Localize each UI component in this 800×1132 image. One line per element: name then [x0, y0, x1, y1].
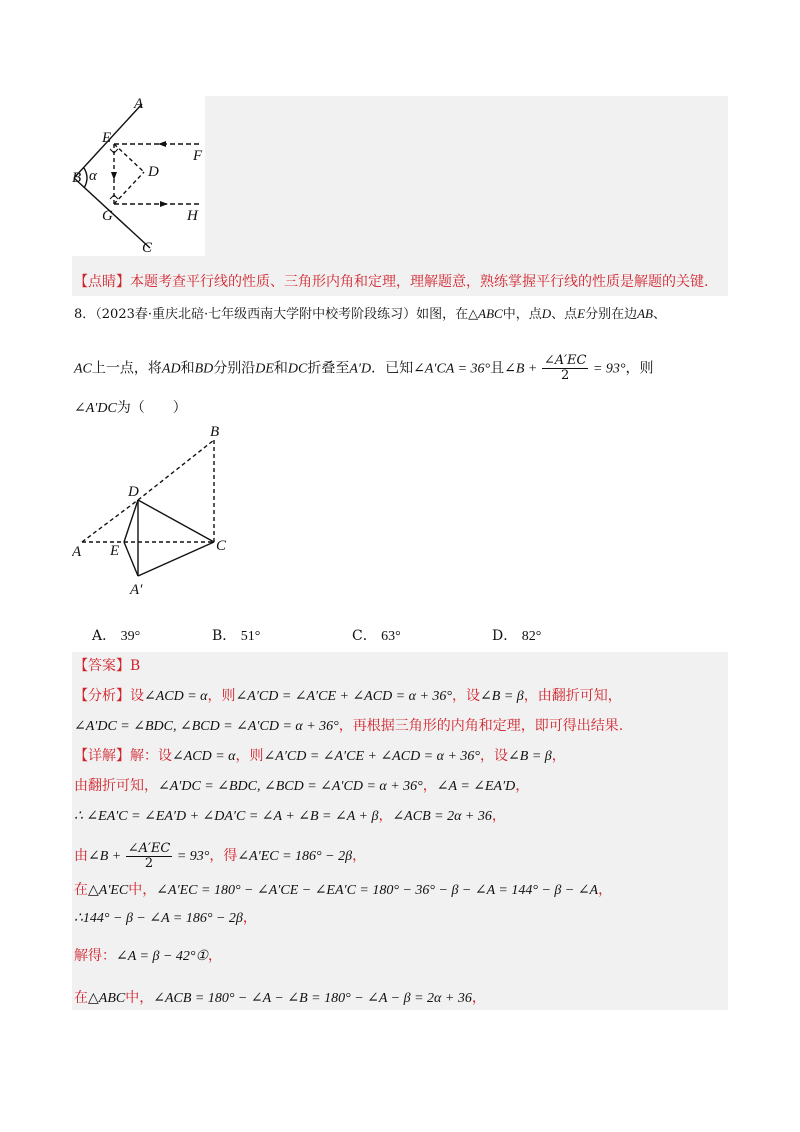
q-seg-AC: AC: [74, 361, 92, 377]
q-cond-2b: = 93°: [592, 361, 626, 377]
dt-text: ，: [491, 808, 506, 824]
q-ask-suffix: 为（ ）: [116, 400, 187, 416]
dt-math: ∴144° − β − ∠A = 186° − 2β: [74, 911, 243, 926]
dt-math: ∠ACB = 180° − ∠A − ∠B = 180° − ∠A − β = 2α + 36: [153, 991, 472, 1006]
dt-math: ∠A = ∠EA′D: [436, 779, 516, 794]
an-math: ∠A′CD = ∠A′CE + ∠ACD = α + 36°: [235, 689, 453, 704]
fig2-label-E: E: [110, 543, 120, 559]
an-text: ，则: [207, 688, 236, 704]
q-seg-DC: DC: [287, 361, 308, 377]
detail-tag: 【详解】: [74, 748, 130, 764]
dt-text: ，: [515, 778, 530, 794]
dt-text: 由翻折可知，: [74, 778, 158, 794]
option-d-letter: D．: [492, 628, 518, 644]
dt-text: 中，: [125, 990, 154, 1006]
detail-line-6: [74, 908, 257, 929]
q-text: 分别在边: [585, 307, 638, 322]
dt-math: ∠B +: [88, 849, 122, 864]
option-a[interactable]: [92, 625, 140, 645]
fig1-label-E: E: [102, 130, 112, 146]
q-text: 上一点，将: [91, 360, 162, 377]
fig1-label-A: A: [134, 96, 144, 112]
fig1-label-B: B: [72, 170, 82, 186]
detail-fraction: [126, 842, 173, 871]
question-line-2: [74, 354, 653, 383]
analysis-tag: 【分析】: [74, 688, 130, 704]
dt-math: ∠A′CD = ∠A′CE + ∠ACD = α + 36°: [263, 749, 481, 764]
q-point-E: E: [577, 306, 586, 321]
dt-math: ∴ ∠EA′C = ∠EA′D + ∠DA′C = ∠A + ∠B = ∠A + β: [74, 809, 379, 824]
fig1-label-D: D: [148, 164, 159, 180]
fig1-label-F: F: [193, 148, 203, 164]
an-math: ∠A′DC = ∠BDC, ∠BCD = ∠A′CD = α + 36°: [74, 719, 339, 734]
detail-line-3: [74, 806, 506, 827]
q-cond-2a: ∠B +: [504, 361, 538, 377]
an-math: ∠B = β: [480, 689, 524, 704]
detail-line-1: [74, 746, 566, 767]
figure2-diagram: [72, 422, 242, 598]
q-ask: ∠A′DC: [74, 401, 117, 416]
dt-text: ，: [378, 808, 393, 824]
dt-text: 在: [74, 882, 88, 898]
q-seg-ApD: A′D: [349, 361, 372, 377]
dt-math: = 93°: [176, 849, 210, 864]
detail-frac-num: ∠A′EC: [127, 840, 171, 856]
answer-tag: 【答案】: [74, 658, 130, 674]
fig1-label-H: H: [187, 208, 198, 224]
detail-line-8: [74, 988, 486, 1009]
dt-text: ，: [208, 948, 223, 964]
question-tri: △ABC: [468, 306, 503, 321]
dt-text: 解：设: [130, 748, 172, 764]
dt-text: 解得：: [74, 948, 116, 964]
dianjing-line: [74, 272, 708, 292]
question-line-1: [74, 304, 666, 325]
dt-math: ∠A′DC = ∠BDC, ∠BCD = ∠A′CD = α + 36°: [158, 779, 423, 794]
dt-text: ，: [598, 882, 613, 898]
dt-text: 在: [74, 990, 88, 1006]
an-math: ∠ACD = α: [144, 689, 208, 704]
dt-text: ，则: [235, 748, 264, 764]
fig2-line-EAp: [124, 542, 138, 576]
option-b[interactable]: [212, 625, 260, 645]
fig2-line-ApC: [138, 542, 214, 576]
detail-line-7: [74, 946, 222, 967]
question-number: 8．: [74, 307, 96, 322]
q-text: 折叠至: [307, 360, 350, 377]
dt-math: △ABC: [88, 991, 126, 1006]
dt-text: ，: [242, 910, 257, 926]
fig2-line-DC: [138, 500, 214, 542]
fig2-label-D: D: [128, 484, 139, 500]
an-text: ，由翻折可知，: [523, 688, 622, 704]
dt-math: ∠A = β − 42°①: [116, 949, 209, 964]
option-d-value: 82°: [521, 629, 542, 644]
detail-line-4: [74, 838, 366, 875]
option-b-letter: B．: [212, 628, 237, 644]
answer-value: B: [130, 658, 141, 674]
dt-text: ，得: [209, 848, 238, 864]
fig2-line-DE: [124, 500, 138, 542]
q-point-D: D: [541, 306, 552, 321]
q-text: 、点: [551, 307, 578, 322]
detail-line-5: [74, 880, 612, 901]
q-cond-1: ∠A′CA = 36°: [413, 361, 491, 377]
figure1-diagram: [72, 96, 208, 256]
fig1-line-GD: [114, 172, 144, 204]
analysis-line-2: [74, 716, 623, 737]
dianjing-tag: 【点睛】: [74, 274, 130, 290]
dt-math: △A′EC: [88, 883, 129, 898]
question-line-3: [74, 398, 187, 419]
q-fraction: [542, 354, 589, 383]
dt-math: ∠A′EC = 180° − ∠A′CE − ∠EA′C = 180° − 36° − β − ∠A = 144° − β − ∠A: [156, 883, 599, 898]
q-frac-num: ∠A′EC: [543, 353, 587, 368]
option-a-value: 39°: [120, 629, 141, 644]
option-c-value: 63°: [381, 629, 401, 644]
q-seg-BD: BD: [194, 361, 214, 377]
an-text: ，再根据三角形的内角和定理，即可得出结果.: [338, 718, 624, 734]
q-seg-AB: AB: [637, 306, 653, 321]
dianjing-text: 本题考查平行线的性质、三角形内角和定理，理解题意，熟练掌握平行线的性质是解题的关键.: [130, 274, 709, 290]
q-text: 且: [490, 360, 505, 377]
question-source: （2023春·重庆北碚·七年级西南大学附中校考阶段练习）如图，在: [95, 307, 469, 322]
fig1-label-alpha: α: [89, 168, 97, 184]
q-text: 和: [273, 360, 288, 377]
fig2-label-A: A: [72, 544, 82, 560]
q-text: 中，点: [502, 307, 542, 322]
fig1-line-ED: [114, 144, 144, 172]
q-frac-den: 2: [561, 368, 570, 383]
answer-line: [74, 656, 140, 676]
fig1-label-C: C: [142, 240, 153, 256]
option-d[interactable]: [492, 625, 541, 645]
detail-frac-den: 2: [144, 855, 154, 871]
dt-math: ∠B = β: [508, 749, 552, 764]
fig1-arrow-H: [160, 201, 168, 207]
option-a-letter: A．: [92, 628, 117, 644]
option-c-letter: C．: [352, 628, 377, 644]
an-text: ，设: [452, 688, 481, 704]
option-b-value: 51°: [240, 629, 261, 644]
dt-text: 中，: [128, 882, 157, 898]
dt-text: ，: [551, 748, 566, 764]
q-text: ．已知: [371, 360, 414, 377]
dt-text: ，: [422, 778, 437, 794]
dt-text: ，: [352, 848, 367, 864]
q-seg-DE: DE: [255, 361, 274, 377]
figure1-shade-right: [205, 96, 728, 256]
dt-math: ∠A′EC = 186° − 2β: [237, 849, 353, 864]
q-text: 分别沿: [213, 360, 256, 377]
q-text: 、: [652, 307, 666, 322]
q-text: ，则: [625, 360, 654, 377]
fig1-arrow-down: [111, 172, 117, 180]
dt-math: ∠ACD = α: [172, 749, 236, 764]
fig2-line-AD: [82, 500, 138, 542]
dt-math: ∠ACB = 2α + 36: [392, 809, 492, 824]
fig1-angle-alpha-arc: [84, 168, 87, 188]
option-c[interactable]: [352, 625, 401, 645]
fig1-label-G: G: [102, 208, 113, 224]
fig1-arrow-F: [158, 141, 166, 147]
an-text: 设: [130, 688, 144, 704]
detail-line-2: [74, 776, 529, 797]
fig2-line-DB: [138, 440, 214, 500]
analysis-line-1: [74, 686, 622, 707]
dt-text: 由: [74, 848, 88, 864]
dt-text: ，: [471, 990, 486, 1006]
q-seg-AD: AD: [161, 361, 181, 377]
fig2-label-B: B: [210, 424, 220, 440]
q-text: 和: [180, 360, 195, 377]
fig2-label-Ap: A′: [130, 582, 143, 598]
dt-text: ，设: [480, 748, 509, 764]
fig2-label-C: C: [216, 538, 227, 554]
